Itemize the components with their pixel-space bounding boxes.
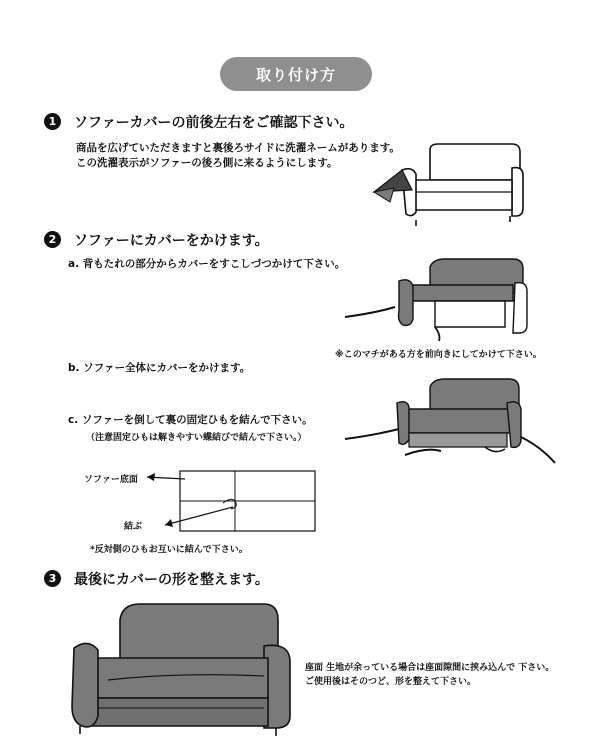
step-3-note-line2: ご使用後はそのつど、形を整えて下さい。 (305, 677, 477, 687)
step-2-heading: ソファーにカバーをかけます。 (74, 233, 269, 249)
step-2a-text: a. 背もたれの部分からカバーをすこしづつかけて下さい。 (68, 258, 346, 270)
step-1-body-line2: この洗濯表示がソファーの後ろ側に来るようにします。 (76, 157, 338, 169)
step-3-note-line1: 座面 生地が余っている場合は座面隙間に挟み込んで 下さい。 (305, 663, 555, 673)
diagram-label-bottom: ソファー底面 (84, 475, 138, 485)
sofa-illustration-step2a (345, 255, 565, 355)
step-2-number: 2 (44, 231, 61, 248)
step-3-number: 3 (44, 570, 61, 587)
sofa-illustration-step3 (68, 598, 298, 738)
step-1-number: 1 (44, 113, 61, 130)
page-title: 取り付け方 (220, 57, 372, 91)
step-2a-note: ※このマチがある方を前向きにしてかけて下さい。 (335, 350, 542, 360)
step-2c-text-line1: c. ソファーを倒して裏の固定ひもを結んで下さい。 (68, 414, 313, 426)
diagram-label-tie: 結ぶ (124, 522, 143, 532)
sofa-bottom-diagram (145, 467, 345, 537)
step-1-heading: ソファーカバーの前後左右をご確認下さい。 (74, 115, 354, 131)
step-2c-note: *反対側のひもお互いに結んで下さい。 (90, 545, 248, 555)
step-2b-text: b. ソファー全体にカバーをかけます。 (68, 362, 251, 374)
sofa-illustration-step1 (372, 140, 532, 230)
sofa-illustration-step2c (345, 375, 575, 475)
step-2c-text-line2: （注意固定ひもは解きやすい蝶結びで結んで下さい。） (86, 433, 307, 443)
step-1-body-line1: 商品を広げていただきますと裏後ろサイドに洗濯ネームがあります。 (76, 142, 400, 154)
step-3-heading: 最後にカバーの形を整えます。 (74, 572, 269, 588)
